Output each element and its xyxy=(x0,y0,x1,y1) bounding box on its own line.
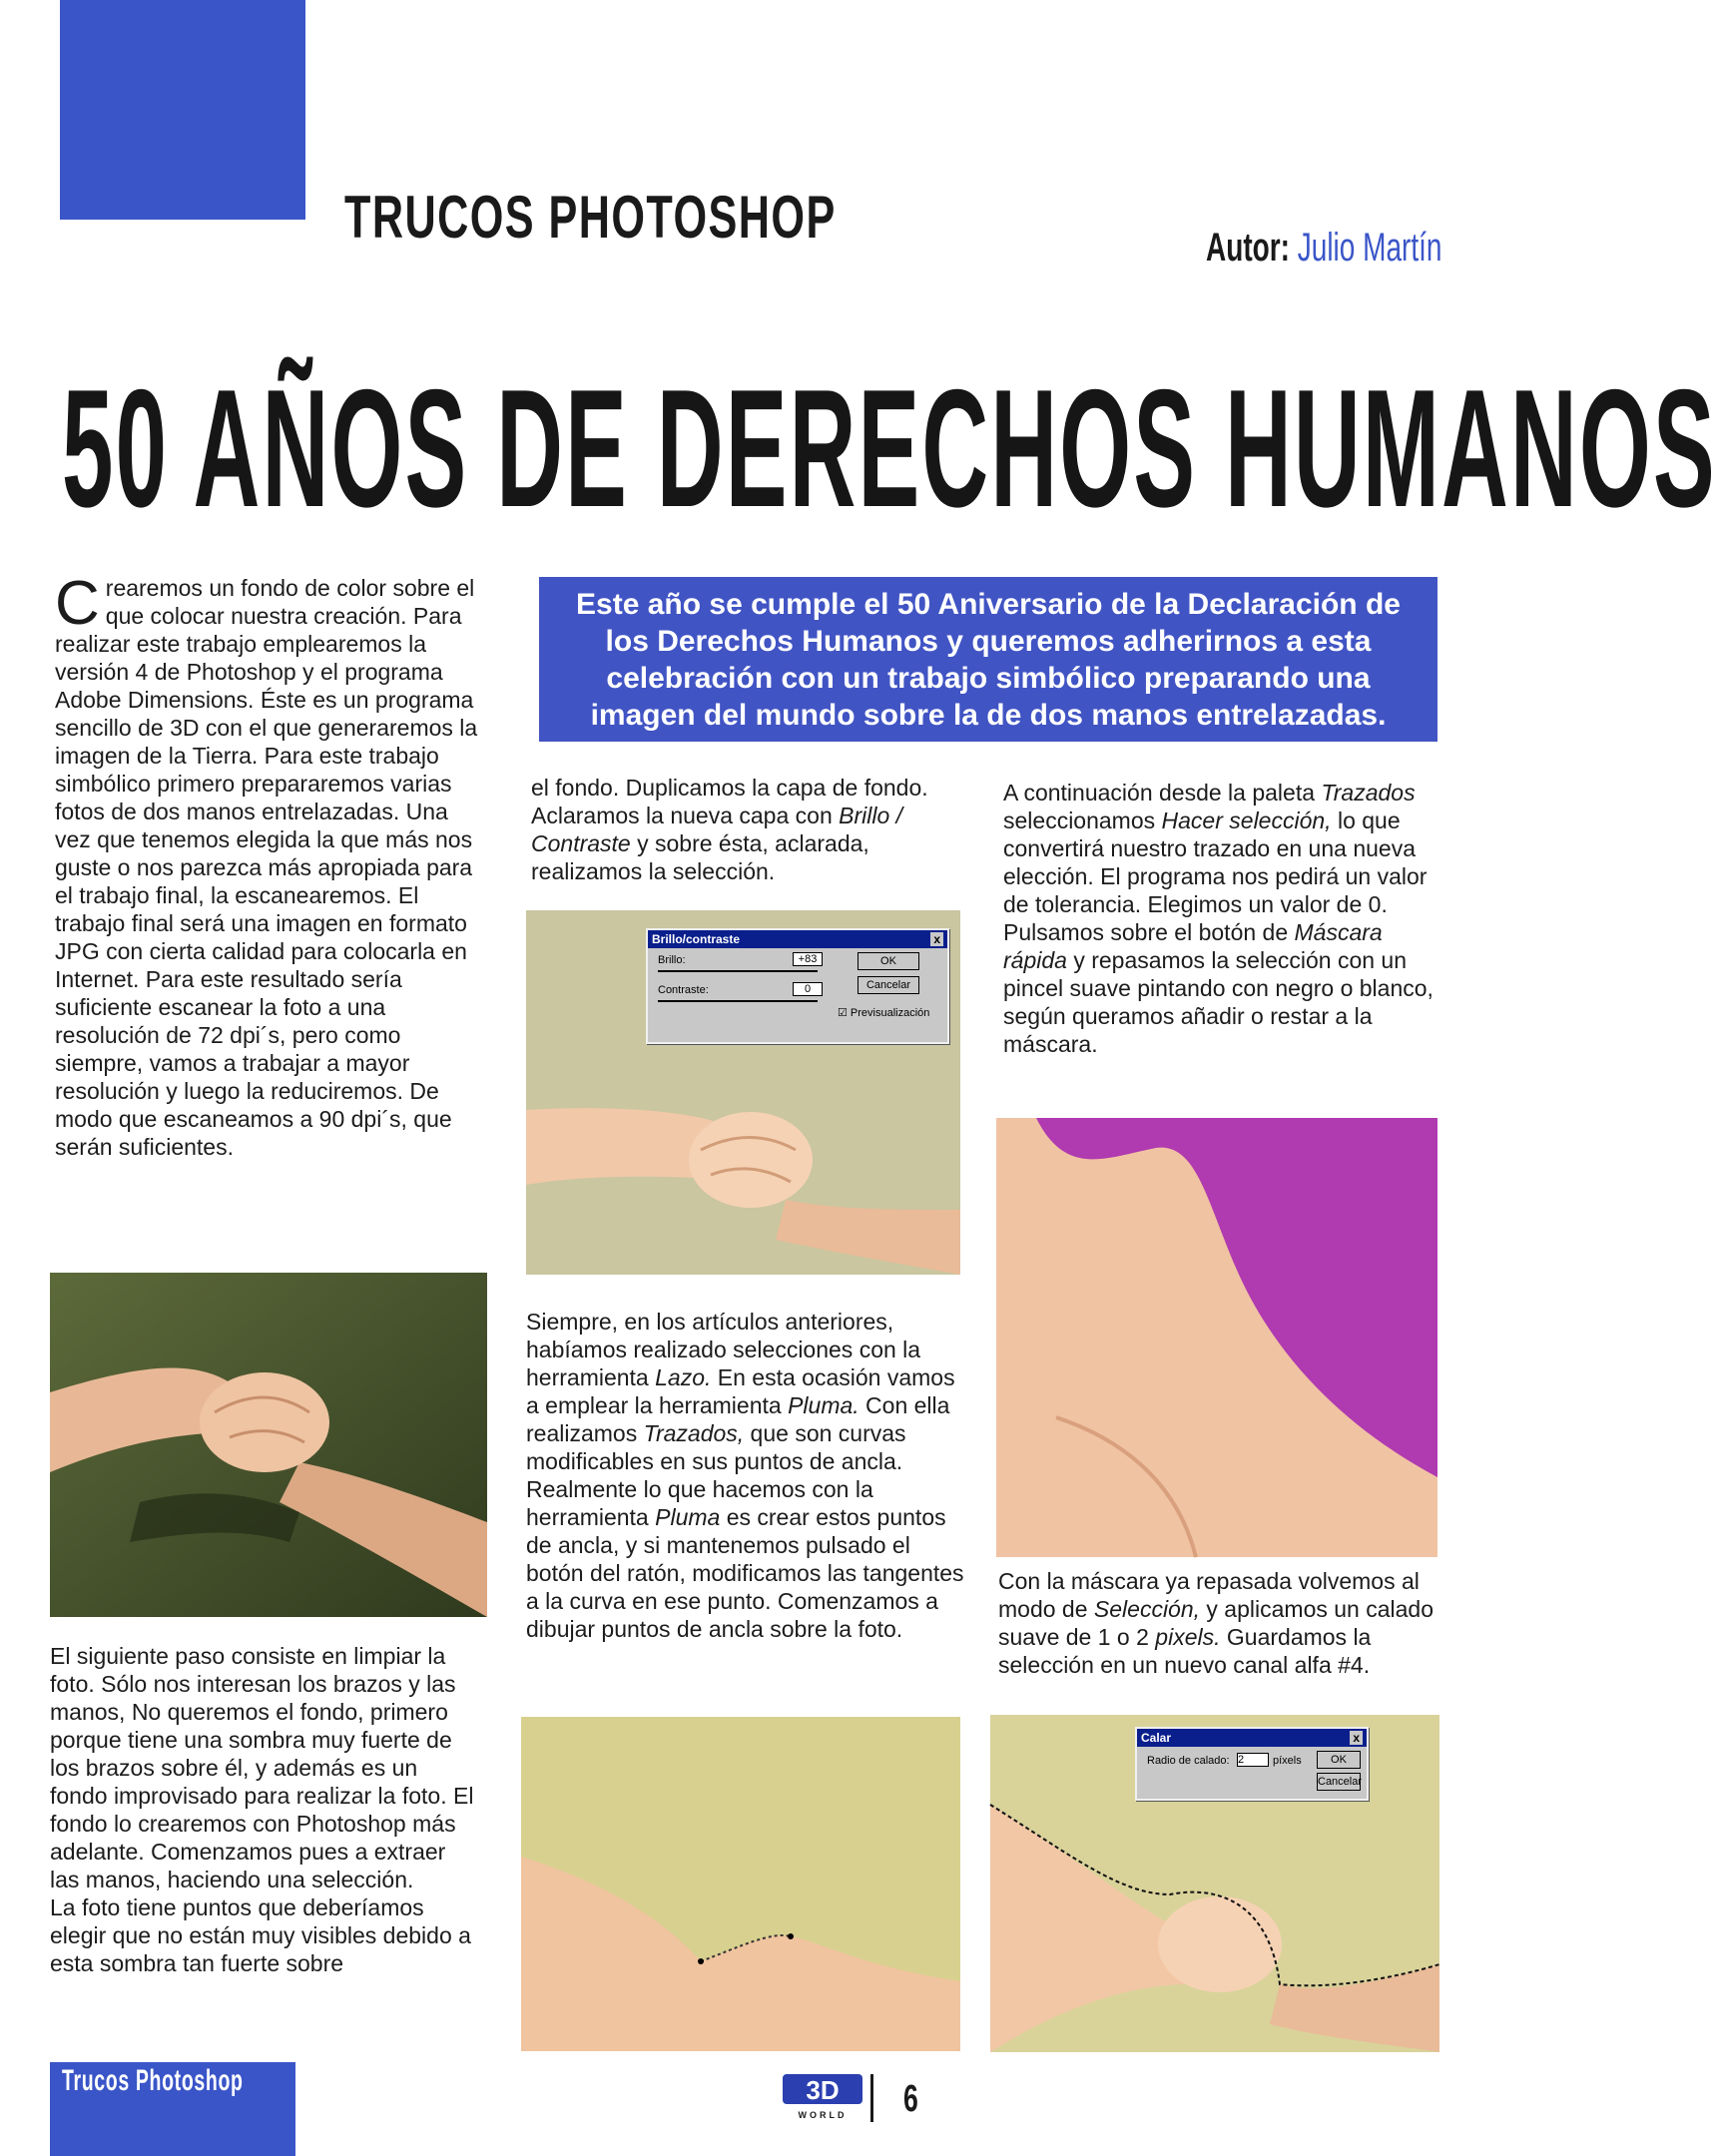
column-2-top xyxy=(531,774,970,885)
lead-box xyxy=(539,577,1437,742)
close-icon[interactable]: x xyxy=(930,932,943,946)
feather-radius-input[interactable]: 2 xyxy=(1237,1753,1269,1767)
photo-hands-original xyxy=(50,1273,487,1617)
photo-quick-mask xyxy=(996,1118,1437,1557)
ok-button[interactable]: OK xyxy=(858,952,919,970)
column-1-bottom xyxy=(50,1642,479,1977)
brightness-contrast-dialog xyxy=(646,928,949,1044)
feather-dialog-titlebar xyxy=(1137,1729,1367,1747)
photo-brightness-contrast xyxy=(526,910,960,1275)
column-1-paragraph-3: La foto tiene puntos que deberíamos elegir que no están muy visibles debido a esta sombra tan fuerte sobre xyxy=(50,1894,471,1976)
article-headline: 50 AÑOS DE DERECHOS HUMANOS xyxy=(62,354,1717,542)
close-icon[interactable]: x xyxy=(1350,1731,1363,1745)
feather-cancel-button[interactable]: Cancelar xyxy=(1317,1773,1361,1791)
feather-ok-button[interactable]: OK xyxy=(1317,1751,1361,1769)
feather-dialog xyxy=(1135,1727,1369,1801)
lead-text: Este año se cumple el 50 Aniversario de la Declaración de los Derechos Humanos y queremos adherirnos a esta celebración con un trabajo simbólico preparando una imagen del mundo sobre la de dos manos entrelazadas. xyxy=(576,587,1401,732)
page-number: 6 xyxy=(903,2078,918,2120)
feather-radius-label: Radio de calado: xyxy=(1147,1755,1230,1767)
column-2-bottom xyxy=(526,1308,970,1643)
brightness-slider[interactable] xyxy=(658,970,818,972)
photo-pen-anchor-points xyxy=(521,1717,960,2051)
header-blue-block xyxy=(60,0,305,220)
author-label: Autor: xyxy=(1206,226,1290,270)
column-3-bottom xyxy=(998,1567,1442,1679)
footer-label: Trucos Photoshop xyxy=(62,2064,244,2097)
preview-label: Previsualización xyxy=(850,1007,930,1019)
column-3-paragraph-2: Con la máscara ya repasada volvemos al modo de Selección, y aplicamos un calado suave de 1 o 2 pixels. Guardamos la selección en un nuevo canal alfa #4. xyxy=(998,1568,1433,1678)
column-3-top xyxy=(1003,779,1442,1058)
contrast-label: Contraste: xyxy=(658,984,709,996)
dialog-titlebar xyxy=(648,930,947,948)
logo-sub-text: WORLD xyxy=(798,2110,848,2120)
contrast-slider[interactable] xyxy=(658,1000,818,1002)
section-title: TRUCOS PHOTOSHOP xyxy=(344,184,837,251)
contrast-input[interactable]: 0 xyxy=(793,982,823,996)
column-1-paragraph-2: El siguiente paso consiste en limpiar la foto. Sólo nos interesan los brazos y las manos, No queremos el fondo, primero porque tiene una sombra muy fuerte de los brazos sobre él, y además es un fondo improvisado para realizar la foto. El fondo lo crearemos con Photoshop más adelante. Comenzamos pues a extraer las manos, haciendo una selección. xyxy=(50,1643,474,1892)
drop-cap: C xyxy=(55,569,100,638)
cancel-button[interactable]: Cancelar xyxy=(858,976,919,994)
dialog-title: Brillo/contraste xyxy=(652,932,741,946)
author-name: Julio Martín xyxy=(1297,226,1442,270)
column-2-paragraph-2: Siempre, en los artículos anteriores, habíamos realizado selecciones con la herramienta Lazo. En esta ocasión vamos a emplear la herramienta Pluma. Con ella realizamos Trazados, que son curvas modificables en sus puntos de ancla. Realmente lo que hacemos con la herramienta Pluma es crear estos puntos de ancla, y si mantenemos pulsado el botón del ratón, modificamos las tangentes a la curva en ese punto. Comenzamos a dibujar puntos de ancla sobre la foto. xyxy=(526,1309,964,1642)
column-1-paragraph-1: rearemos un fondo de color sobre el que colocar nuestra creación. Para realizar este trabajo emplearemos la versión 4 de Photoshop y el programa Adobe Dimensions. Éste es un programa sencillo de 3D con el que generaremos la imagen de la Tierra. Para este trabajo simbólico primero prepararemos varias fotos de dos manos entrelazadas. Una vez que tenemos elegida la que más nos guste o nos parezca más apropiada para el trabajo final, la escanearemos. El trabajo final será una imagen en formato JPG con cierta calidad para colocarla en Internet. Para este resultado sería suficiente escanear la foto a una resolución de 72 dpi´s, pero como siempre, vamos a trabajar a mayor resolución y luego la reduciremos. De modo que escaneamos a 90 dpi´s, que serán suficientes. xyxy=(55,575,478,1160)
3d-world-logo xyxy=(779,2068,898,2128)
photo-feather-selection xyxy=(990,1715,1439,2052)
column-3-paragraph-1: A continuación desde la paleta Trazados seleccionamos Hacer selección, lo que convertirá nuestro trazado en una nueva elección. El programa nos pedirá un valor de tolerancia. Elegimos un valor de 0. Pulsamos sobre el botón de Máscara rápida y repasamos la selección con un pincel suave pintando con negro o blanco, según queramos añadir o restar a la máscara. xyxy=(1003,780,1433,1057)
brightness-label: Brillo: xyxy=(658,954,686,966)
preview-checkbox[interactable]: ☑ Previsualización xyxy=(838,1007,930,1019)
column-1-top xyxy=(55,569,484,1161)
logo-main-text: 3D xyxy=(806,2075,840,2105)
feather-units: píxels xyxy=(1273,1755,1302,1767)
column-2-paragraph-1: el fondo. Duplicamos la capa de fondo. Aclaramos la nueva capa con Brillo / Contraste y sobre ésta, aclarada, realizamos la selección. xyxy=(531,775,928,884)
brightness-input[interactable]: +83 xyxy=(793,952,823,966)
feather-dialog-title: Calar xyxy=(1141,1731,1172,1745)
author-credit xyxy=(1206,228,1441,268)
